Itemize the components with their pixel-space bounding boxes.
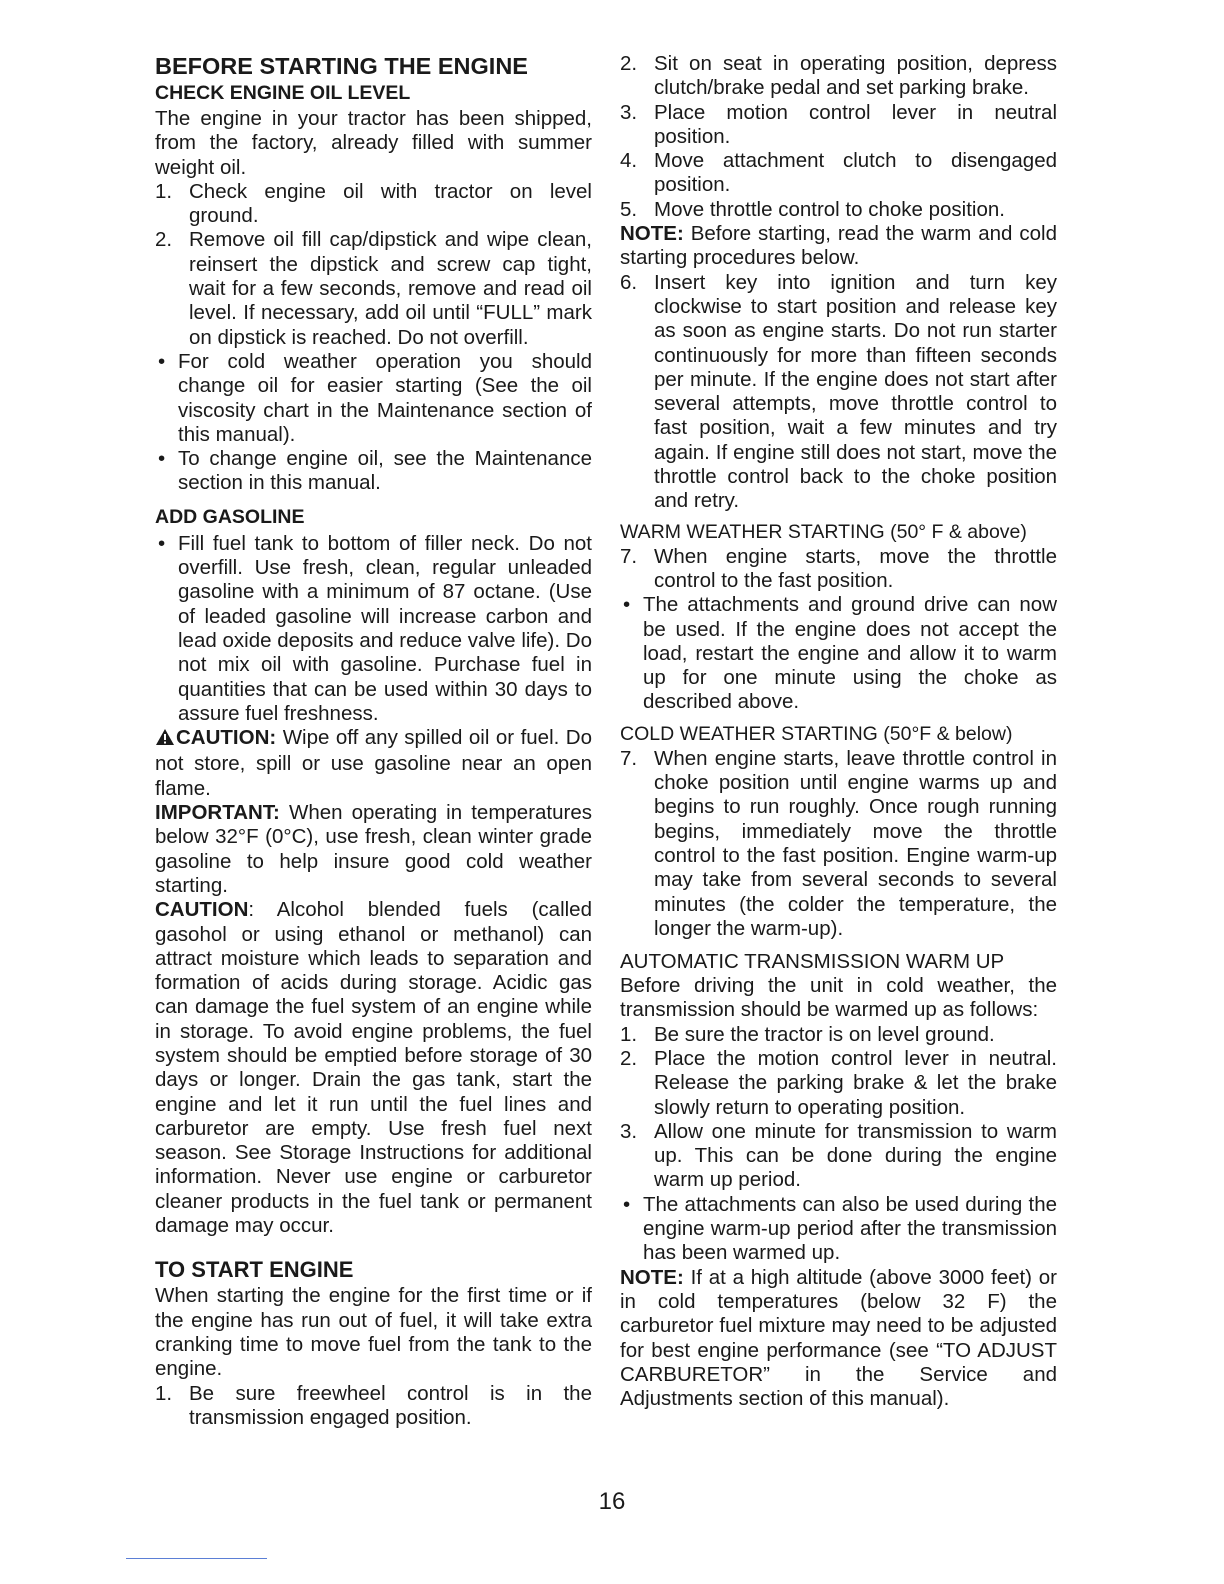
note-label: NOTE: — [620, 1265, 684, 1289]
list-text: Place the motion control lever in neutral. Release the parking brake & let the brake slowly return to operating position. — [654, 1046, 1057, 1119]
list-item — [620, 1120, 1057, 1193]
list-item — [620, 1023, 1057, 1047]
important-text: When operating in temperatures below 32°F (0°C), use fresh, clean winter grade gasoline to help insure good cold weather starting. — [155, 801, 593, 897]
note-paragraph — [620, 222, 1057, 271]
to-start-heading: TO START ENGINE — [155, 1257, 354, 1283]
add-gasoline-heading: ADD GASOLINE — [155, 505, 305, 528]
list-item — [620, 52, 1057, 101]
list-item — [620, 149, 1057, 198]
important-label: IMPORTANT: — [155, 801, 280, 825]
left-column — [155, 52, 592, 1430]
note-text: Before starting, read the warm and cold starting procedures below. — [620, 222, 1057, 270]
important-paragraph — [155, 801, 592, 898]
list-text: Move throttle control to choke position. — [654, 197, 1005, 221]
list-text: Be sure the tractor is on level ground. — [654, 1022, 995, 1046]
list-item — [620, 747, 1057, 941]
cold-weather-heading: COLD WEATHER STARTING (50°F & below) — [620, 722, 1013, 745]
list-item — [620, 545, 1057, 594]
bullet-item — [155, 532, 592, 726]
page-number: 16 — [598, 1488, 626, 1515]
list-item — [620, 198, 1057, 222]
footer-divider — [126, 1558, 267, 1559]
list-item — [155, 1382, 592, 1431]
right-column — [620, 52, 1057, 1411]
bullet-text: To change engine oil, see the Maintenance section in this manual. — [178, 447, 592, 495]
note-label: NOTE: — [620, 222, 684, 246]
list-item — [620, 1047, 1057, 1120]
list-text: When engine starts, move the throttle control to the fast position. — [654, 544, 1057, 592]
list-item — [155, 228, 592, 349]
bullet-glyph: • — [623, 593, 631, 617]
bullet-text: Fill fuel tank to bottom of filler neck. Do not overfill. Use fresh, clean, regular unleaded gasoline with a minimum of 87 octane. (Use of leaded gasoline will increase carbon and lead oxide deposits and reduce valve life). Do not mix oil with gasoline. Purchase fuel in quantities that can be used within 30 days to assure fuel freshness. — [178, 531, 592, 725]
bullet-text: For cold weather operation you should change oil for easier starting (See the oil viscosity chart in the Maintenance section of this manual). — [178, 349, 592, 446]
list-number: 2. — [620, 1046, 638, 1070]
list-text: Insert key into ignition and turn key clockwise to start position and release key as soon as engine starts. Do not run starter continuously for more than fifteen seconds per minute. If the engine does not start after several attempts, move throttle control to fast position, wait a few minutes and try again. If engine still does not start, move the throttle control back to the choke position and retry. — [654, 270, 1057, 513]
list-item — [620, 271, 1057, 514]
list-number: 2. — [620, 52, 638, 75]
list-number: 6. — [620, 270, 638, 294]
caution-text: Wipe off any spilled oil or fuel. Do not store, spill or use gasoline near an open flame. — [155, 726, 593, 800]
list-text: Move attachment clutch to disengaged position. — [654, 149, 1057, 197]
note-paragraph — [620, 1266, 1057, 1412]
list-item — [620, 101, 1057, 150]
list-number: 3. — [620, 1119, 638, 1143]
check-oil-heading: CHECK ENGINE OIL LEVEL — [155, 82, 411, 104]
list-number: 2. — [155, 228, 173, 252]
warm-weather-heading: WARM WEATHER STARTING (50° F & above) — [620, 520, 1027, 543]
list-number: 1. — [620, 1022, 638, 1046]
list-number: 7. — [620, 544, 638, 568]
list-number: 1. — [155, 179, 173, 203]
bullet-text: The attachments and ground drive can now be used. If the engine does not accept the load, restart the engine and allow it to warm up for one minute using the choke as described above. — [643, 593, 1057, 714]
section-title: BEFORE STARTING THE ENGINE — [155, 53, 528, 79]
list-text: Place motion control lever in neutral position. — [654, 100, 1057, 148]
note-text: If at a high altitude (above 3000 feet) or in cold temperatures (below 32 F) the carburetor fuel mixture may need to be adjusted for best engine performance (see “TO ADJUST CARBURETOR” in the Service and Adjustments section of this manual). — [620, 1265, 1057, 1411]
list-number: 4. — [620, 149, 638, 173]
list-text: Sit on seat in operating position, depress clutch/brake pedal and set parking brake. — [654, 52, 1057, 100]
list-number: 5. — [620, 197, 638, 221]
list-text: Be sure freewheel control is in the transmission engaged position. — [189, 1381, 592, 1429]
caution-label: CAUTION — [155, 898, 249, 922]
check-oil-intro: The engine in your tractor has been shipped, from the factory, already filled with summer weight oil. — [155, 107, 592, 179]
auto-transmission-intro: Before driving the unit in cold weather, the transmission should be warmed up as follows: — [620, 974, 1057, 1022]
bullet-text: The attachments can also be used during the engine warm-up period after the transmission has been warmed up. — [643, 1192, 1057, 1265]
list-text: When engine starts, leave throttle control in choke position until engine warms up and begins to run roughly. Once rough running begins, immediately move the throttle control to the fast position. Engine warm-up may take from several seconds to several minutes (the colder the temperature, the longer the warm-up). — [654, 746, 1057, 940]
bullet-glyph: • — [158, 349, 166, 373]
bullet-item — [620, 1193, 1057, 1266]
bullet-glyph: • — [158, 531, 166, 555]
list-text: Check engine oil with tractor on level ground. — [189, 179, 592, 228]
warning-triangle-icon — [155, 728, 175, 752]
bullet-item — [620, 593, 1057, 714]
bullet-item — [155, 350, 592, 447]
caution-label: CAUTION: — [176, 726, 277, 750]
list-number: 1. — [155, 1381, 173, 1405]
to-start-intro: When starting the engine for the first time or if the engine has run out of fuel, it will take extra cranking time to move fuel from the tank to the engine. — [155, 1284, 592, 1381]
alcohol-caution-paragraph — [155, 898, 592, 1238]
auto-transmission-heading: AUTOMATIC TRANSMISSION WARM UP — [620, 950, 1005, 974]
list-text: Remove oil fill cap/dipstick and wipe clean, reinsert the dipstick and screw cap tight, wait for a few seconds, remove and read oil level. If necessary, add oil until “FULL” mark on dipstick is reached. Do not overfill. — [189, 228, 592, 349]
bullet-glyph: • — [623, 1192, 631, 1216]
caution-paragraph — [155, 726, 592, 801]
list-number: 3. — [620, 100, 638, 124]
bullet-glyph: • — [158, 447, 166, 471]
caution-text: : Alcohol blended fuels (called gasohol or using ethanol or methanol) can attract moisture which leads to separation and formation of acids during storage. Acidic gas can damage the fuel system of an engine while in storage. To avoid engine problems, the fuel system should be emptied before storage of 30 days or longer. Drain the gas tank, start the engine and let it run until the fuel lines and carburetor are empty. Use fresh fuel next season. See Storage Instructions for additional information. Never use engine or carburetor cleaner products in the fuel tank or permanent damage may occur. — [155, 898, 592, 1238]
bullet-item — [155, 447, 592, 496]
list-text: Allow one minute for transmission to warm up. This can be done during the engine warm up period. — [654, 1119, 1057, 1192]
list-item — [155, 180, 592, 229]
list-number: 7. — [620, 746, 638, 770]
